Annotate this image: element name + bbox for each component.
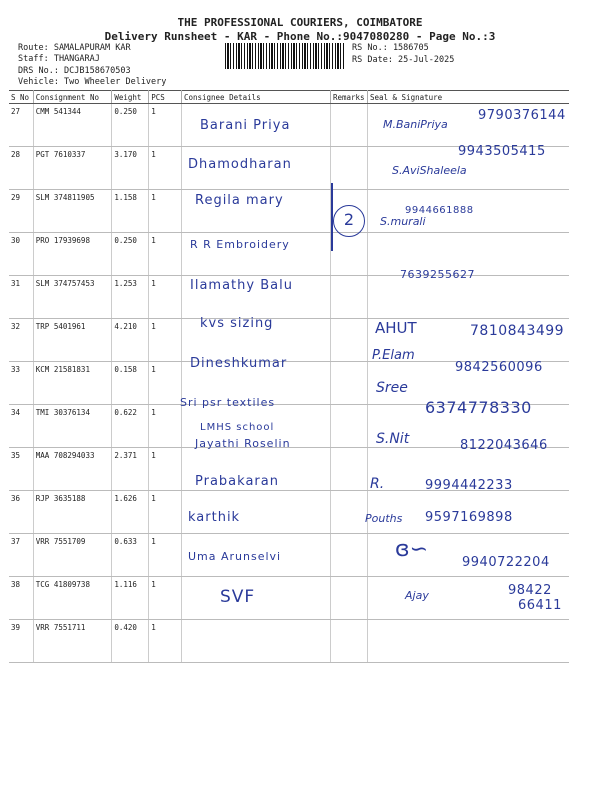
- cell-consignment: TRP 5401961: [33, 319, 112, 362]
- cell-weight: 2.371: [112, 448, 149, 491]
- handwritten-consignee: Prabakaran: [195, 474, 279, 489]
- runsheet-subtitle: Delivery Runsheet - KAR - Phone No.:9047080280 - Page No.:3: [104, 30, 496, 43]
- handwritten-consignee: R R Embroidery: [190, 238, 290, 251]
- cell-sno: 39: [9, 620, 33, 663]
- cell-sno: 37: [9, 534, 33, 577]
- cell-consignment: VRR 7551711: [33, 620, 112, 663]
- handwritten-consignee: LMHS school: [200, 422, 275, 433]
- handwritten-consignee: Barani Priya: [200, 118, 291, 133]
- signature: S.murali: [380, 215, 426, 228]
- cell-sno: 33: [9, 362, 33, 405]
- cell-sno: 27: [9, 104, 33, 147]
- cell-consignee: [181, 620, 330, 663]
- cell-weight: 4.210: [112, 319, 149, 362]
- rs-date-label: RS Date: 25-Jul-2025: [352, 55, 455, 65]
- cell-pcs: 1: [149, 405, 182, 448]
- barcode: [225, 43, 345, 69]
- col-weight: Weight: [112, 91, 149, 104]
- cell-pcs: 1: [149, 276, 182, 319]
- cell-sno: 29: [9, 190, 33, 233]
- col-consignee: Consignee Details: [181, 91, 330, 104]
- cell-consignment: TMI 30376134: [33, 405, 112, 448]
- cell-remarks: [330, 491, 367, 534]
- handwritten-phone: 98422: [508, 583, 552, 598]
- cell-consignee: [181, 577, 330, 620]
- handwritten-consignee: Regila mary: [195, 193, 284, 208]
- cell-signature: [367, 620, 569, 663]
- cell-weight: 0.250: [112, 104, 149, 147]
- col-remarks: Remarks: [330, 91, 367, 104]
- handwritten-phone: 9842560096: [455, 360, 543, 375]
- route-label: Route: SAMALAPURAM KAR: [18, 43, 131, 53]
- cell-weight: 0.158: [112, 362, 149, 405]
- cell-weight: 0.633: [112, 534, 149, 577]
- col-pcs: PCS: [149, 91, 182, 104]
- cell-consignment: PRO 17939698: [33, 233, 112, 276]
- cell-remarks: [330, 276, 367, 319]
- cell-remarks: [330, 448, 367, 491]
- cell-sno: 34: [9, 405, 33, 448]
- cell-weight: 0.622: [112, 405, 149, 448]
- cell-sno: 38: [9, 577, 33, 620]
- handwritten-consignee: karthik: [188, 510, 241, 525]
- cell-remarks: [330, 104, 367, 147]
- handwritten-consignee: Dineshkumar: [190, 356, 288, 371]
- table-row: [9, 620, 569, 663]
- cell-consignment: PGT 7610337: [33, 147, 112, 190]
- cell-sno: 32: [9, 319, 33, 362]
- cell-remarks: [330, 362, 367, 405]
- cell-pcs: 1: [149, 448, 182, 491]
- cell-pcs: 1: [149, 577, 182, 620]
- cell-sno: 31: [9, 276, 33, 319]
- handwritten-phone: 9790376144: [478, 108, 566, 123]
- cell-pcs: 1: [149, 362, 182, 405]
- signature: Sree: [376, 380, 408, 396]
- handwritten-phone: 9944661888: [405, 205, 474, 216]
- cell-pcs: 1: [149, 233, 182, 276]
- cell-weight: 1.626: [112, 491, 149, 534]
- cell-pcs: 1: [149, 190, 182, 233]
- cell-remarks: [330, 147, 367, 190]
- cell-consignment: MAA 708294033: [33, 448, 112, 491]
- signature: S.AviShaleela: [392, 164, 467, 177]
- handwritten-phone: 7810843499: [470, 323, 565, 339]
- signature: P.Elam: [372, 348, 415, 363]
- col-signature: Seal & Signature: [367, 91, 569, 104]
- handwritten-consignee: Uma Arunselvi: [188, 550, 282, 563]
- cell-remarks: [330, 620, 367, 663]
- signature: S.Nit: [376, 431, 410, 447]
- handwritten-consignee: Dhamodharan: [188, 157, 292, 172]
- cell-weight: 3.170: [112, 147, 149, 190]
- handwritten-consignee: Ilamathy Balu: [190, 278, 293, 293]
- rs-no-label: RS No.: 1586705: [352, 43, 429, 53]
- cell-weight: 0.250: [112, 233, 149, 276]
- signature: AHUT: [375, 319, 417, 337]
- cell-weight: 1.158: [112, 190, 149, 233]
- cell-pcs: 1: [149, 491, 182, 534]
- cell-pcs: 1: [149, 147, 182, 190]
- cell-consignment: RJP 3635188: [33, 491, 112, 534]
- cell-consignment: KCM 21581831: [33, 362, 112, 405]
- col-sno: S No: [9, 91, 33, 104]
- remark-bracket: [325, 183, 333, 251]
- handwritten-consignee: SVF: [220, 587, 256, 607]
- cell-consignment: VRR 7551709: [33, 534, 112, 577]
- table-row: [9, 577, 569, 620]
- signature: Pouths: [365, 512, 403, 525]
- signature-scribble: ɞ∽: [395, 537, 429, 562]
- cell-remarks: [330, 577, 367, 620]
- cell-weight: 1.253: [112, 276, 149, 319]
- handwritten-phone: 9943505415: [458, 144, 546, 159]
- cell-pcs: 1: [149, 620, 182, 663]
- staff-label: Staff: THANGARAJ: [18, 54, 100, 64]
- cell-signature: [367, 276, 569, 319]
- cell-pcs: 1: [149, 104, 182, 147]
- cell-consignment: TCG 41809738: [33, 577, 112, 620]
- handwritten-phone: 7639255627: [400, 268, 475, 281]
- cell-remarks: [330, 233, 367, 276]
- cell-sno: 36: [9, 491, 33, 534]
- handwritten-phone: 9597169898: [425, 510, 513, 525]
- handwritten-consignee: Jayathi Roselin: [195, 437, 291, 450]
- handwritten-phone: 66411: [518, 598, 562, 613]
- signature: R.: [370, 476, 385, 492]
- cell-pcs: 1: [149, 319, 182, 362]
- col-consignment: Consignment No: [33, 91, 112, 104]
- cell-consignment: SLM 374757453: [33, 276, 112, 319]
- vehicle-label: Vehicle: Two Wheeler Delivery: [18, 77, 167, 87]
- table-header-row: [9, 91, 569, 104]
- drs-label: DRS No.: DCJB158670503: [18, 66, 131, 76]
- company-title: THE PROFESSIONAL COURIERS, COIMBATORE: [177, 16, 423, 29]
- table-row: [9, 190, 569, 233]
- remark-circle: 2: [333, 205, 365, 237]
- cell-weight: 1.116: [112, 577, 149, 620]
- handwritten-consignee: kvs sizing: [200, 316, 274, 331]
- signature: M.BaniPriya: [383, 118, 448, 131]
- cell-pcs: 1: [149, 534, 182, 577]
- handwritten-phone: 6374778330: [425, 398, 532, 417]
- handwritten-consignee: Sri psr textiles: [180, 396, 276, 409]
- runsheet-table: [9, 90, 569, 663]
- cell-remarks: [330, 405, 367, 448]
- cell-weight: 0.420: [112, 620, 149, 663]
- handwritten-phone: 9940722204: [462, 555, 550, 570]
- handwritten-phone: 9994442233: [425, 478, 513, 493]
- cell-sno: 28: [9, 147, 33, 190]
- cell-sno: 35: [9, 448, 33, 491]
- cell-remarks: [330, 319, 367, 362]
- handwritten-phone: 8122043646: [460, 438, 548, 453]
- cell-consignment: CMM 541344: [33, 104, 112, 147]
- cell-remarks: [330, 534, 367, 577]
- signature: Ajay: [405, 589, 429, 602]
- cell-consignment: SLM 374811905: [33, 190, 112, 233]
- cell-sno: 30: [9, 233, 33, 276]
